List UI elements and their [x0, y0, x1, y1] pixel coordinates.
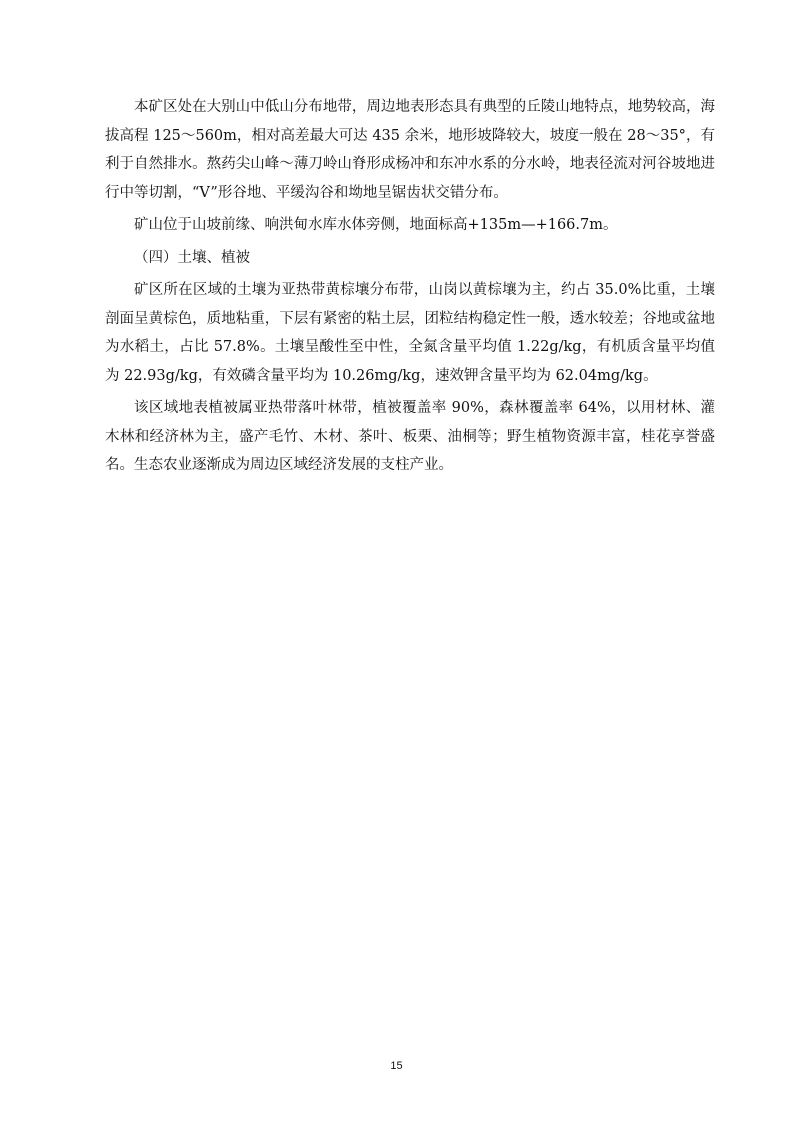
- paragraph-mine-location: 矿山位于山坡前缘、响洪甸水库水体旁侧，地面标高+135m—+166.7m。: [134, 217, 618, 233]
- page-number: 15: [390, 1060, 403, 1072]
- paragraph-vegetation: 该区域地表植被属亚热带落叶林带，植被覆盖率 90%，森林覆盖率 64%，以用材林、灌木林和经济林为主，盛产毛竹、木材、茶叶、板栗、油桐等；野生植物资源丰富，桂花享誉盛名。生态农业逐渐成为周边区域经济发展的支柱产业。: [105, 400, 715, 473]
- paragraph-soil: 矿区所在区域的土壤为亚热带黄棕壤分布带，山岗以黄棕壤为主，约占 35.0%比重，土壤剖面呈黄棕色，质地粘重，下层有紧密的粘土层，团粒结构稳定性一般，透水较差；谷地或盆地为水稻土，占比 57.8%。土壤呈酸性至中性，全氮含量平均值 1.22g/kg，有机质含量平均值为 22.93g/kg，有效磷含量平均为 10.26mg/kg，速效钾含量平均为 62.04mg/kg。: [105, 282, 715, 384]
- document-body: [105, 93, 715, 480]
- paragraph-terrain: 本矿区处在大别山中低山分布地带，周边地表形态具有典型的丘陵山地特点，地势较高，海拔高程 125～560m，相对高差最大可达 435 余米，地形坡降较大，坡度一般在 28～35°，有利于自然排水。熬药尖山峰～薄刀岭山脊形成杨冲和东冲水系的分水岭，地表径流对河谷坡地进行中等切割，“V”形谷地、平缓沟谷和坳地呈锯齿状交错分布。: [105, 99, 715, 201]
- section-heading-soil-vegetation: （四）土壤、植被: [134, 249, 250, 266]
